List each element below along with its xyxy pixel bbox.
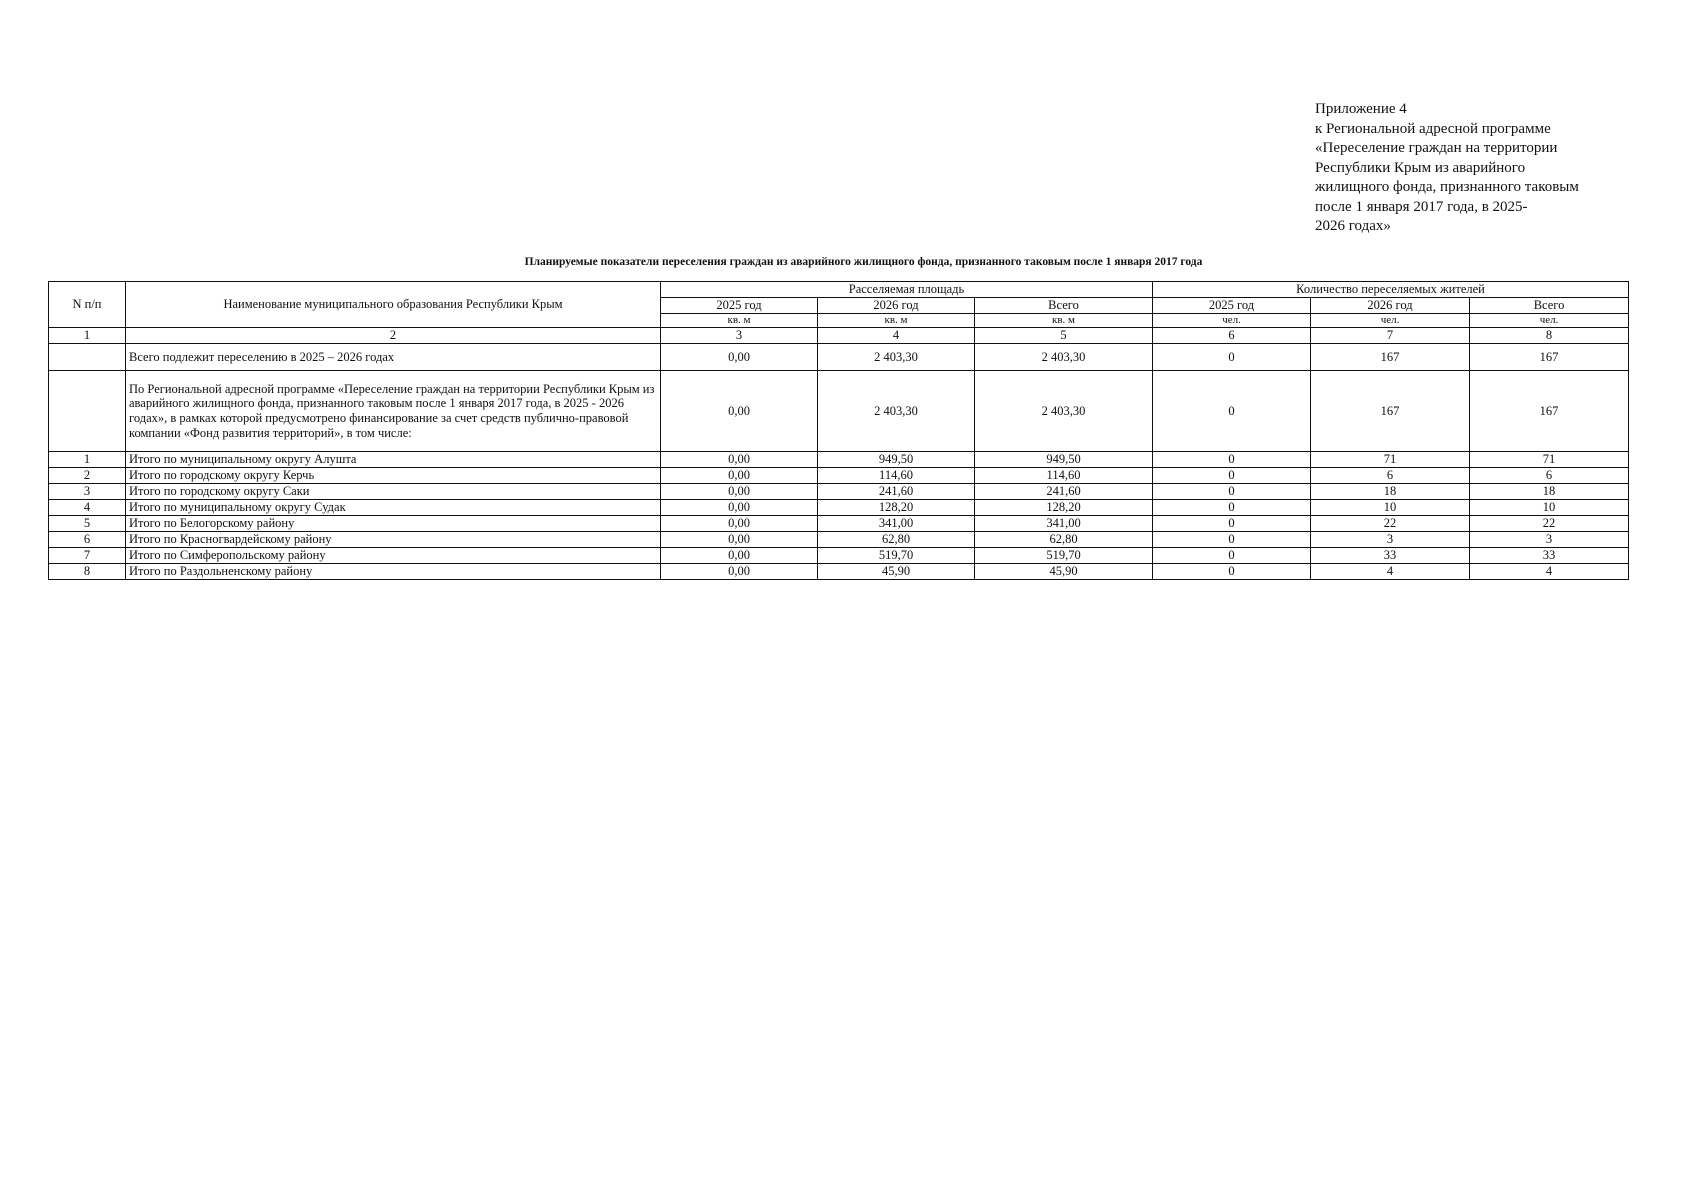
col-number: 8	[1470, 328, 1629, 344]
header-area-2026: 2026 год	[818, 298, 975, 314]
row-people-total: 3	[1470, 532, 1629, 548]
row-name: Итого по Симферопольскому району	[126, 548, 661, 564]
row-area-2026: 128,20	[818, 500, 975, 516]
row-people-2025: 0	[1153, 468, 1311, 484]
row-num: 2	[49, 468, 126, 484]
row-area-2026: 519,70	[818, 548, 975, 564]
appendix-line: после 1 января 2017 года, в 2025-	[1315, 198, 1528, 215]
table-row	[49, 564, 1629, 580]
appendix-line: Приложение 4	[1315, 101, 1407, 117]
program-people-total: 167	[1470, 371, 1629, 452]
row-area-2026: 949,50	[818, 452, 975, 468]
unit-area-2025: кв. м	[661, 314, 818, 328]
row-people-2025: 0	[1153, 516, 1311, 532]
unit-area-total: кв. м	[975, 314, 1153, 328]
row-people-2026: 33	[1311, 548, 1470, 564]
row-area-2025: 0,00	[661, 564, 818, 580]
unit-area-2026: кв. м	[818, 314, 975, 328]
row-num: 3	[49, 484, 126, 500]
appendix-line: жилищного фонда, признанного таковым	[1315, 179, 1579, 195]
appendix-line: 2026 годах»	[1315, 218, 1391, 234]
total-area-2026: 2 403,30	[818, 344, 975, 371]
header-people-group: Количество переселяемых жителей	[1153, 282, 1629, 298]
row-name: Итого по муниципальному округу Алушта	[126, 452, 661, 468]
row-name: Итого по городскому округу Саки	[126, 484, 661, 500]
row-people-2026: 3	[1311, 532, 1470, 548]
program-area-2026: 2 403,30	[818, 371, 975, 452]
total-area-total: 2 403,30	[975, 344, 1153, 371]
row-area-2025: 0,00	[661, 484, 818, 500]
row-area-2026: 45,90	[818, 564, 975, 580]
row-area-total: 45,90	[975, 564, 1153, 580]
row-area-total: 519,70	[975, 548, 1153, 564]
row-people-2025: 0	[1153, 484, 1311, 500]
col-number: 2	[126, 328, 661, 344]
row-area-2026: 241,60	[818, 484, 975, 500]
total-people-2025: 0	[1153, 344, 1311, 371]
total-name: Всего подлежит переселению в 2025 – 2026 годах	[126, 344, 661, 371]
row-area-2025: 0,00	[661, 532, 818, 548]
column-numbers-row	[49, 328, 1629, 344]
program-num	[49, 371, 126, 452]
header-people-2026: 2026 год	[1311, 298, 1470, 314]
col-number: 4	[818, 328, 975, 344]
unit-people-2026: чел.	[1311, 314, 1470, 328]
header-people-total: Всего	[1470, 298, 1629, 314]
header-num: N п/п	[49, 282, 126, 328]
program-name: По Региональной адресной программе «Переселение граждан на территории Республики Крым из аварийного жилищного фонда, признанного таковым после 1 января 2017 года, в 2025 - 2026 годах», в рамках которой предусмотрено финансирование за счет средств публично-правовой компании «Фонд развития территорий», в том числе:	[126, 371, 661, 452]
row-area-total: 114,60	[975, 468, 1153, 484]
row-num: 6	[49, 532, 126, 548]
program-people-2025: 0	[1153, 371, 1311, 452]
row-people-2025: 0	[1153, 564, 1311, 580]
row-area-2025: 0,00	[661, 548, 818, 564]
row-area-2025: 0,00	[661, 452, 818, 468]
resettlement-table	[48, 281, 1629, 580]
header-people-2025: 2025 год	[1153, 298, 1311, 314]
total-people-total: 167	[1470, 344, 1629, 371]
program-area-2025: 0,00	[661, 371, 818, 452]
row-area-2025: 0,00	[661, 468, 818, 484]
row-area-2025: 0,00	[661, 516, 818, 532]
row-name: Итого по муниципальному округу Судак	[126, 500, 661, 516]
table-row	[49, 452, 1629, 468]
total-area-2025: 0,00	[661, 344, 818, 371]
table-row	[49, 532, 1629, 548]
header-area-group: Расселяемая площадь	[661, 282, 1153, 298]
row-people-2025: 0	[1153, 548, 1311, 564]
row-people-total: 33	[1470, 548, 1629, 564]
row-people-total: 10	[1470, 500, 1629, 516]
row-people-2025: 0	[1153, 500, 1311, 516]
row-area-2026: 341,00	[818, 516, 975, 532]
appendix-line: Республики Крым из аварийного	[1315, 159, 1526, 176]
row-area-2026: 114,60	[818, 468, 975, 484]
row-area-2025: 0,00	[661, 500, 818, 516]
total-row	[49, 344, 1629, 371]
table-row	[49, 516, 1629, 532]
row-people-total: 22	[1470, 516, 1629, 532]
col-number: 3	[661, 328, 818, 344]
row-people-2025: 0	[1153, 532, 1311, 548]
unit-people-total: чел.	[1470, 314, 1629, 328]
document-title: Планируемые показатели переселения граждан из аварийного жилищного фонда, признанного таковым после 1 января 2017 года	[524, 256, 1203, 268]
col-number: 7	[1311, 328, 1470, 344]
row-area-total: 949,50	[975, 452, 1153, 468]
row-people-2026: 10	[1311, 500, 1470, 516]
row-people-2026: 6	[1311, 468, 1470, 484]
row-num: 8	[49, 564, 126, 580]
col-number: 1	[49, 328, 126, 344]
row-area-total: 62,80	[975, 532, 1153, 548]
table-row	[49, 500, 1629, 516]
total-num	[49, 344, 126, 371]
row-name: Итого по Красногвардейскому району	[126, 532, 661, 548]
table-row	[49, 468, 1629, 484]
col-number: 5	[975, 328, 1153, 344]
header-area-2025: 2025 год	[661, 298, 818, 314]
header-name: Наименование муниципального образования Республики Крым	[126, 282, 661, 328]
appendix-line: «Переселение граждан на территории	[1315, 140, 1558, 156]
row-people-total: 6	[1470, 468, 1629, 484]
col-number: 6	[1153, 328, 1311, 344]
row-people-2026: 18	[1311, 484, 1470, 500]
row-people-total: 4	[1470, 564, 1629, 580]
row-people-2026: 71	[1311, 452, 1470, 468]
row-num: 1	[49, 452, 126, 468]
row-area-total: 128,20	[975, 500, 1153, 516]
program-area-total: 2 403,30	[975, 371, 1153, 452]
row-name: Итого по городскому округу Керчь	[126, 468, 661, 484]
row-people-2026: 22	[1311, 516, 1470, 532]
header-row	[49, 282, 1629, 298]
total-people-2026: 167	[1311, 344, 1470, 371]
row-name: Итого по Раздольненскому району	[126, 564, 661, 580]
row-people-2026: 4	[1311, 564, 1470, 580]
row-people-2025: 0	[1153, 452, 1311, 468]
header-area-total: Всего	[975, 298, 1153, 314]
row-people-total: 71	[1470, 452, 1629, 468]
row-people-total: 18	[1470, 484, 1629, 500]
row-area-2026: 62,80	[818, 532, 975, 548]
table-row	[49, 484, 1629, 500]
program-row	[49, 371, 1629, 452]
row-num: 5	[49, 516, 126, 532]
appendix-line: к Региональной адресной программе	[1315, 120, 1551, 137]
row-area-total: 341,00	[975, 516, 1153, 532]
table-row	[49, 548, 1629, 564]
program-people-2026: 167	[1311, 371, 1470, 452]
row-name: Итого по Белогорскому району	[126, 516, 661, 532]
row-num: 7	[49, 548, 126, 564]
row-num: 4	[49, 500, 126, 516]
row-area-total: 241,60	[975, 484, 1153, 500]
appendix-block	[1315, 100, 1640, 237]
unit-people-2025: чел.	[1153, 314, 1311, 328]
